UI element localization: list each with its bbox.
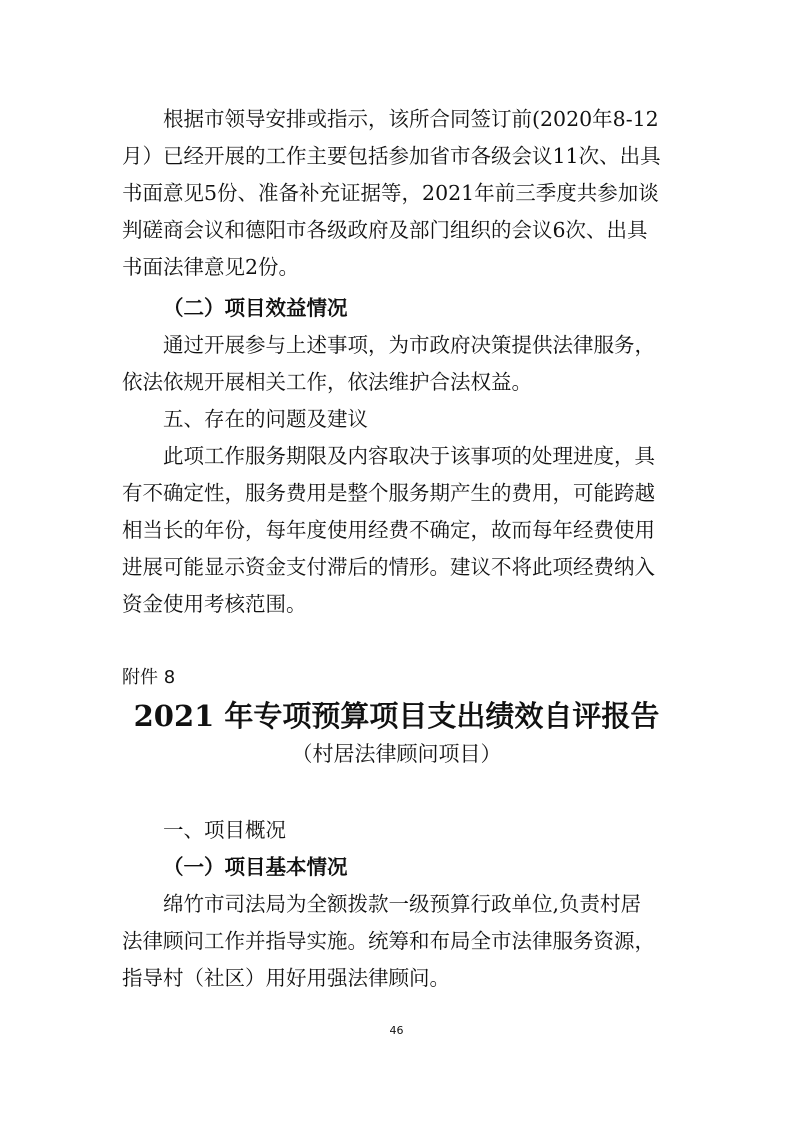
para3-line-5: 资金使用考核范围。 xyxy=(122,592,307,616)
section-2-heading: （二）项目效益情况 xyxy=(163,296,348,320)
para3-line-4: 进展可能显示资金支付滞后的情形。建议不将此项经费纳入 xyxy=(122,555,655,579)
para1-line-1: 根据市领导安排或指示，该所合同签订前(2020年8-12 xyxy=(163,107,659,131)
para2-line-1: 通过开展参与上述事项，为市政府决策提供法律服务， xyxy=(163,333,655,357)
para1-line-4: 判磋商会议和德阳市各级政府及部门组织的会议6次、出具 xyxy=(122,218,648,242)
subsection-1-heading: （一）项目基本情况 xyxy=(163,855,348,879)
para4-line-3: 指导村（社区）用好用强法律顾问。 xyxy=(122,966,450,990)
para3-line-3: 相当长的年份，每年度使用经费不确定，故而每年经费使用 xyxy=(122,518,655,542)
section-5-heading: 五、存在的问题及建议 xyxy=(163,407,368,431)
para1-line-3: 书面意见5份、准备补充证据等，2021年前三季度共参加谈 xyxy=(122,181,659,205)
page-number: 46 xyxy=(389,1024,404,1037)
report-title: 2021 年专项预算项目支出绩效自评报告 xyxy=(133,699,660,733)
para3-line-1: 此项工作服务期限及内容取决于该事项的处理进度，具 xyxy=(163,444,655,468)
para1-line-5: 书面法律意见2份。 xyxy=(122,255,300,279)
para1-line-2: 月）已经开展的工作主要包括参加省市各级会议11次、出具 xyxy=(122,144,661,168)
para4-line-1: 绵竹市司法局为全额拨款一级预算行政单位,负责村居 xyxy=(163,892,642,916)
para4-line-2: 法律顾问工作并指导实施。统筹和布局全市法律服务资源， xyxy=(122,929,655,953)
para2-line-2: 依法依规开展相关工作，依法维护合法权益。 xyxy=(122,370,532,394)
attachment-label: 附件 8 xyxy=(122,667,176,688)
report-subtitle: （村居法律顾问项目） xyxy=(291,742,502,766)
section-1-heading: 一、项目概况 xyxy=(163,818,286,842)
para3-line-2: 有不确定性，服务费用是整个服务期产生的费用，可能跨越 xyxy=(122,481,655,505)
